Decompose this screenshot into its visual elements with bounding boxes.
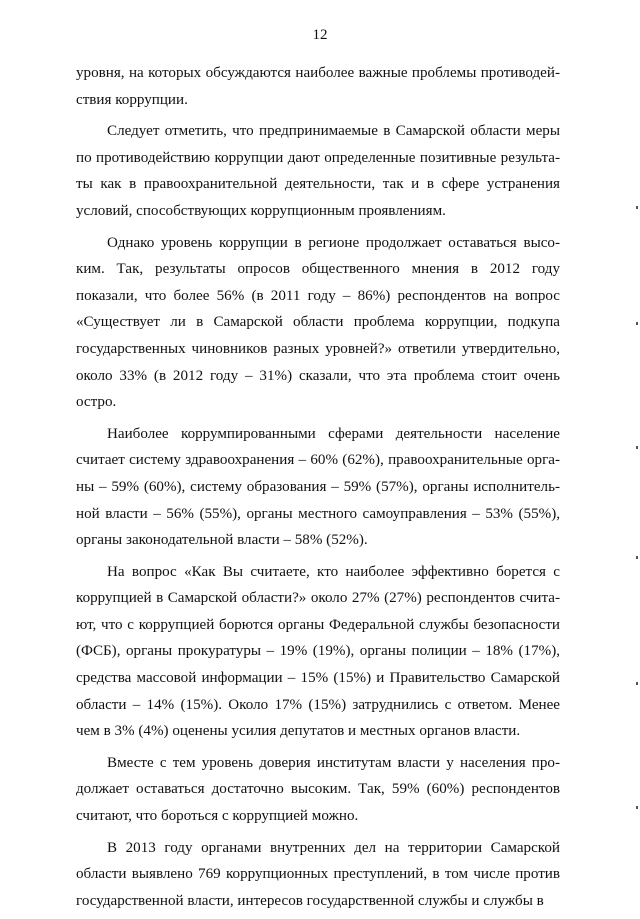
paragraph-anti-corruption-fighters: На вопрос «Как Вы считаете, кто наиболее эффективно борется с коррупцией в Самарской области?» около 27% (27%) респондентов считают, что с коррупцией борются органы Федеральной службы безопасности (ФСБ), органы прокуратуры – 19% (19%), органы полиции – 18% (17%), средства массовой информации – 15% (15%) и Правительство Самарской области – 14% (15%). Около 17% (15%) затруднились с ответом. Менее чем в 3% (4%) оценены усилия депутатов и местных органов власти. — [76, 563, 560, 740]
paragraph-positive-results: Следует отметить, что предпринимаемые в Самарской области меры по противодействию коррупции дают определенные позитивные результаты как в правоохранительной деятельности, так и в сфере устранения условий, способствующих коррупционным проявлениям. — [76, 123, 560, 219]
paragraph-corruption-level: Однако уровень коррупции в регионе продолжает оставаться высоким. Так, результаты опросов общественного мнения в 2012 году показали, что более 56% (в 2011 году – 86%) респондентов на вопрос «Существует ли в Самарской области проблема коррупции, подкупа государственных чиновников разных уровней?» ответили утвердительно, около 33% (в 2012 году – 31%) сказали, что эта проблема стоит очень остро. — [76, 234, 560, 411]
scan-margin-mark — [636, 806, 638, 809]
scan-margin-mark — [636, 446, 638, 449]
scan-margin-mark — [636, 682, 638, 685]
page-number: 12 — [312, 27, 328, 43]
scan-margin-mark — [636, 206, 638, 209]
scan-margin-mark — [636, 556, 638, 559]
paragraph-crimes-2013: В 2013 году органами внутренних дел на территории Самарской области выявлено 769 коррупционных преступлений, в том числе против государственной власти, интересов государственной службы и службы в — [76, 839, 560, 909]
scan-margin-mark — [636, 322, 638, 325]
document-body — [76, 60, 560, 919]
paragraph-corrupt-spheres: Наиболее коррумпированными сферами деятельности население считает систему здравоохранения – 60% (62%), правоохранительные органы – 59% (60%), систему образования – 59% (57%), органы исполнительной власти – 56% (55%), органы местного самоуправления – 53% (55%), органы законодательной власти – 58% (52%). — [76, 425, 560, 549]
paragraph-trust-level: Вместе с тем уровень доверия институтам власти у населения продолжает оставаться достаточно высоким. Так, 59% (60%) респондентов считают, что бороться с коррупцией можно. — [76, 754, 560, 825]
paragraph-continuation: уровня, на которых обсуждаются наиболее важные проблемы противодействия коррупции. — [76, 65, 560, 108]
